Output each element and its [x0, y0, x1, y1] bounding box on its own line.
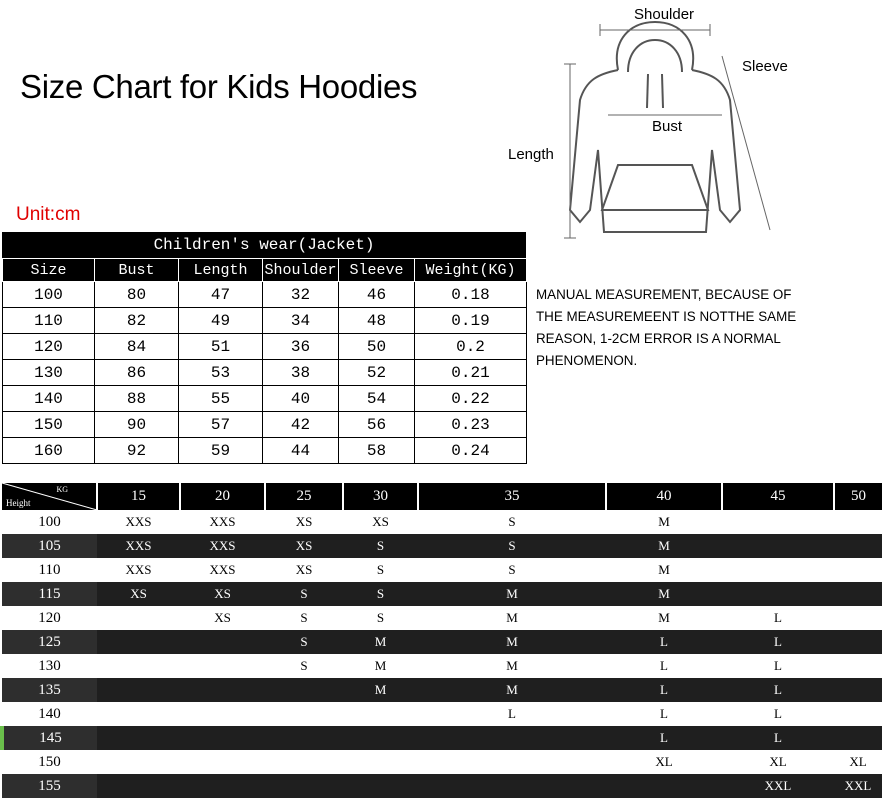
jacket-table-cell: 56 [339, 412, 415, 438]
jacket-size-table [2, 258, 527, 464]
size-cell: S [343, 534, 418, 558]
height-cell: 100 [2, 510, 97, 534]
size-cell [97, 726, 180, 750]
jacket-table-row [3, 334, 527, 360]
size-cell: S [343, 558, 418, 582]
size-cell [180, 750, 265, 774]
size-cell: L [606, 678, 722, 702]
jacket-table-cell: 49 [179, 308, 263, 334]
size-cell: XXS [180, 534, 265, 558]
height-cell: 135 [2, 678, 97, 702]
page-title: Size Chart for Kids Hoodies [20, 68, 418, 105]
jacket-table-cell: 44 [263, 438, 339, 464]
size-cell: L [722, 606, 834, 630]
jacket-table-cell: 51 [179, 334, 263, 360]
bust-label: Bust [652, 118, 683, 135]
size-cell [834, 510, 882, 534]
size-cell [834, 654, 882, 678]
jacket-table-cell: 32 [263, 282, 339, 308]
sleeve-label: Sleeve [742, 58, 788, 75]
jacket-table-cell: 53 [179, 360, 263, 386]
size-cell [265, 702, 343, 726]
size-cell [97, 750, 180, 774]
size-cell: S [343, 606, 418, 630]
height-cell: 125 [2, 630, 97, 654]
size-cell [722, 558, 834, 582]
weight-column-header: 45 [722, 483, 834, 510]
jacket-table-cell: 150 [3, 412, 95, 438]
jacket-table-row [3, 412, 527, 438]
jacket-table-cell: 57 [179, 412, 263, 438]
jacket-table-cell: 42 [263, 412, 339, 438]
size-cell [180, 726, 265, 750]
jacket-table-cell: 90 [95, 412, 179, 438]
weight-column-header: 20 [180, 483, 265, 510]
height-cell: 140 [2, 702, 97, 726]
jacket-table-cell: 59 [179, 438, 263, 464]
jacket-table-cell: 52 [339, 360, 415, 386]
measurement-note: MANUAL MEASUREMENT, BECAUSE OF THE MEASUREMEENT IS NOTTHE SAME REASON, 1-2CM ERROR IS A NORMAL PHENOMENON. [536, 287, 797, 368]
jacket-column-header: Shoulder [263, 259, 339, 282]
size-cell: XL [606, 750, 722, 774]
size-cell [97, 678, 180, 702]
size-cell: L [722, 726, 834, 750]
jacket-table-header-row [3, 259, 527, 282]
size-cell: M [606, 558, 722, 582]
jacket-table-cell: 160 [3, 438, 95, 464]
jacket-table-cell: 0.23 [415, 412, 527, 438]
corner-height-label: Height [6, 498, 31, 508]
unit-label: Unit:cm [16, 204, 81, 225]
jacket-table-title: Children's wear(Jacket) [2, 232, 526, 258]
size-cell: L [606, 702, 722, 726]
size-cell: XS [97, 582, 180, 606]
jacket-table-cell: 100 [3, 282, 95, 308]
size-cell: XS [265, 534, 343, 558]
jacket-table-cell: 0.18 [415, 282, 527, 308]
size-cell: S [343, 582, 418, 606]
height-cell: 150 [2, 750, 97, 774]
jacket-table-row [3, 360, 527, 386]
jacket-table-cell: 0.22 [415, 386, 527, 412]
size-cell: S [265, 582, 343, 606]
size-cell [180, 678, 265, 702]
weight-column-header: 30 [343, 483, 418, 510]
size-cell: XXS [97, 558, 180, 582]
jacket-table-cell: 110 [3, 308, 95, 334]
height-cell: 155 [2, 774, 97, 798]
size-cell: L [722, 630, 834, 654]
size-cell: M [418, 678, 606, 702]
size-cell: M [343, 678, 418, 702]
size-cell [265, 750, 343, 774]
size-cell [834, 702, 882, 726]
size-cell [97, 654, 180, 678]
size-cell: L [722, 702, 834, 726]
jacket-column-header: Sleeve [339, 259, 415, 282]
jacket-table-cell: 80 [95, 282, 179, 308]
size-cell: S [418, 534, 606, 558]
size-cell: L [606, 654, 722, 678]
jacket-table-cell: 130 [3, 360, 95, 386]
size-cell [180, 654, 265, 678]
size-cell [265, 726, 343, 750]
size-cell: M [606, 534, 722, 558]
hoodie-icon [500, 0, 800, 250]
size-table-row [2, 750, 882, 774]
weight-column-header: 40 [606, 483, 722, 510]
height-cell: 145 [2, 726, 97, 750]
size-cell [97, 606, 180, 630]
jacket-column-header: Size [3, 259, 95, 282]
size-cell [265, 678, 343, 702]
size-cell: S [265, 606, 343, 630]
jacket-table-cell: 55 [179, 386, 263, 412]
size-cell: L [606, 726, 722, 750]
jacket-table-cell: 82 [95, 308, 179, 334]
jacket-table-cell: 54 [339, 386, 415, 412]
size-cell: XXS [97, 534, 180, 558]
size-cell: S [418, 510, 606, 534]
size-cell [722, 534, 834, 558]
size-cell [722, 510, 834, 534]
jacket-table-cell: 47 [179, 282, 263, 308]
height-weight-size-table [0, 483, 884, 798]
size-cell: L [722, 654, 834, 678]
size-cell: L [418, 702, 606, 726]
size-cell: XXL [722, 774, 834, 798]
size-cell: M [418, 606, 606, 630]
size-cell: XL [722, 750, 834, 774]
size-table-row [2, 630, 882, 654]
size-cell [97, 702, 180, 726]
jacket-table-cell: 36 [263, 334, 339, 360]
size-cell [418, 726, 606, 750]
size-cell: M [606, 606, 722, 630]
height-cell: 105 [2, 534, 97, 558]
size-cell: L [606, 630, 722, 654]
size-cell: XXL [834, 774, 882, 798]
size-cell [343, 750, 418, 774]
jacket-table-cell: 46 [339, 282, 415, 308]
size-cell [180, 630, 265, 654]
jacket-table-cell: 88 [95, 386, 179, 412]
corner-kg-label: KG [56, 485, 68, 494]
size-cell: XS [265, 558, 343, 582]
size-cell [834, 582, 882, 606]
size-cell [834, 726, 882, 750]
size-cell [834, 630, 882, 654]
size-table-header-row [2, 483, 882, 510]
size-table-row [2, 678, 882, 702]
size-table-row [2, 606, 882, 630]
jacket-table-cell: 120 [3, 334, 95, 360]
size-cell [343, 774, 418, 798]
jacket-table-row [3, 438, 527, 464]
size-cell [343, 726, 418, 750]
height-cell: 130 [2, 654, 97, 678]
weight-column-header: 50 [834, 483, 882, 510]
jacket-table-cell: 0.24 [415, 438, 527, 464]
size-cell: XS [180, 582, 265, 606]
size-cell: L [722, 678, 834, 702]
size-cell: XS [180, 606, 265, 630]
weight-column-header: 35 [418, 483, 606, 510]
size-cell [834, 558, 882, 582]
size-cell [834, 534, 882, 558]
jacket-column-header: Weight(KG) [415, 259, 527, 282]
size-cell [97, 630, 180, 654]
size-cell: M [343, 654, 418, 678]
size-cell [722, 582, 834, 606]
size-cell: S [265, 654, 343, 678]
size-cell [180, 702, 265, 726]
size-cell: M [418, 630, 606, 654]
jacket-table-row [3, 386, 527, 412]
size-cell [834, 606, 882, 630]
size-table-row [2, 702, 882, 726]
height-cell: 120 [2, 606, 97, 630]
size-table-row [2, 774, 882, 798]
size-cell: XXS [97, 510, 180, 534]
jacket-table-cell: 48 [339, 308, 415, 334]
size-table-row [2, 654, 882, 678]
jacket-table-cell: 86 [95, 360, 179, 386]
size-cell [418, 750, 606, 774]
jacket-table-cell: 0.21 [415, 360, 527, 386]
corner-cell [2, 483, 97, 510]
jacket-table-cell: 34 [263, 308, 339, 334]
size-table-row [2, 534, 882, 558]
jacket-column-header: Length [179, 259, 263, 282]
size-cell [265, 774, 343, 798]
height-cell: 110 [2, 558, 97, 582]
shoulder-label: Shoulder [634, 6, 695, 23]
size-cell: S [265, 630, 343, 654]
size-table-row [2, 510, 882, 534]
size-cell: M [418, 654, 606, 678]
jacket-table-cell: 92 [95, 438, 179, 464]
jacket-table-cell: 50 [339, 334, 415, 360]
weight-column-header: 25 [265, 483, 343, 510]
size-cell: S [418, 558, 606, 582]
jacket-table-row [3, 282, 527, 308]
size-table-row [2, 726, 882, 750]
weight-column-header: 15 [97, 483, 180, 510]
jacket-table-cell: 0.19 [415, 308, 527, 334]
size-cell [343, 702, 418, 726]
jacket-table-cell: 40 [263, 386, 339, 412]
size-cell: XL [834, 750, 882, 774]
jacket-table-cell: 58 [339, 438, 415, 464]
size-cell [834, 678, 882, 702]
size-cell: M [418, 582, 606, 606]
size-cell: M [606, 510, 722, 534]
size-cell: M [343, 630, 418, 654]
size-cell: XS [343, 510, 418, 534]
jacket-column-header: Bust [95, 259, 179, 282]
size-cell [606, 774, 722, 798]
size-cell [418, 774, 606, 798]
jacket-table-cell: 38 [263, 360, 339, 386]
size-table-row [2, 582, 882, 606]
height-cell: 115 [2, 582, 97, 606]
jacket-table-row [3, 308, 527, 334]
size-cell: M [606, 582, 722, 606]
length-label: Length [508, 146, 554, 163]
jacket-table-cell: 140 [3, 386, 95, 412]
hoodie-diagram [500, 0, 800, 250]
size-cell: XXS [180, 510, 265, 534]
jacket-table-cell: 0.2 [415, 334, 527, 360]
size-cell [97, 774, 180, 798]
size-cell: XXS [180, 558, 265, 582]
size-cell [180, 774, 265, 798]
size-cell: XS [265, 510, 343, 534]
jacket-table-cell: 84 [95, 334, 179, 360]
size-table-row [2, 558, 882, 582]
